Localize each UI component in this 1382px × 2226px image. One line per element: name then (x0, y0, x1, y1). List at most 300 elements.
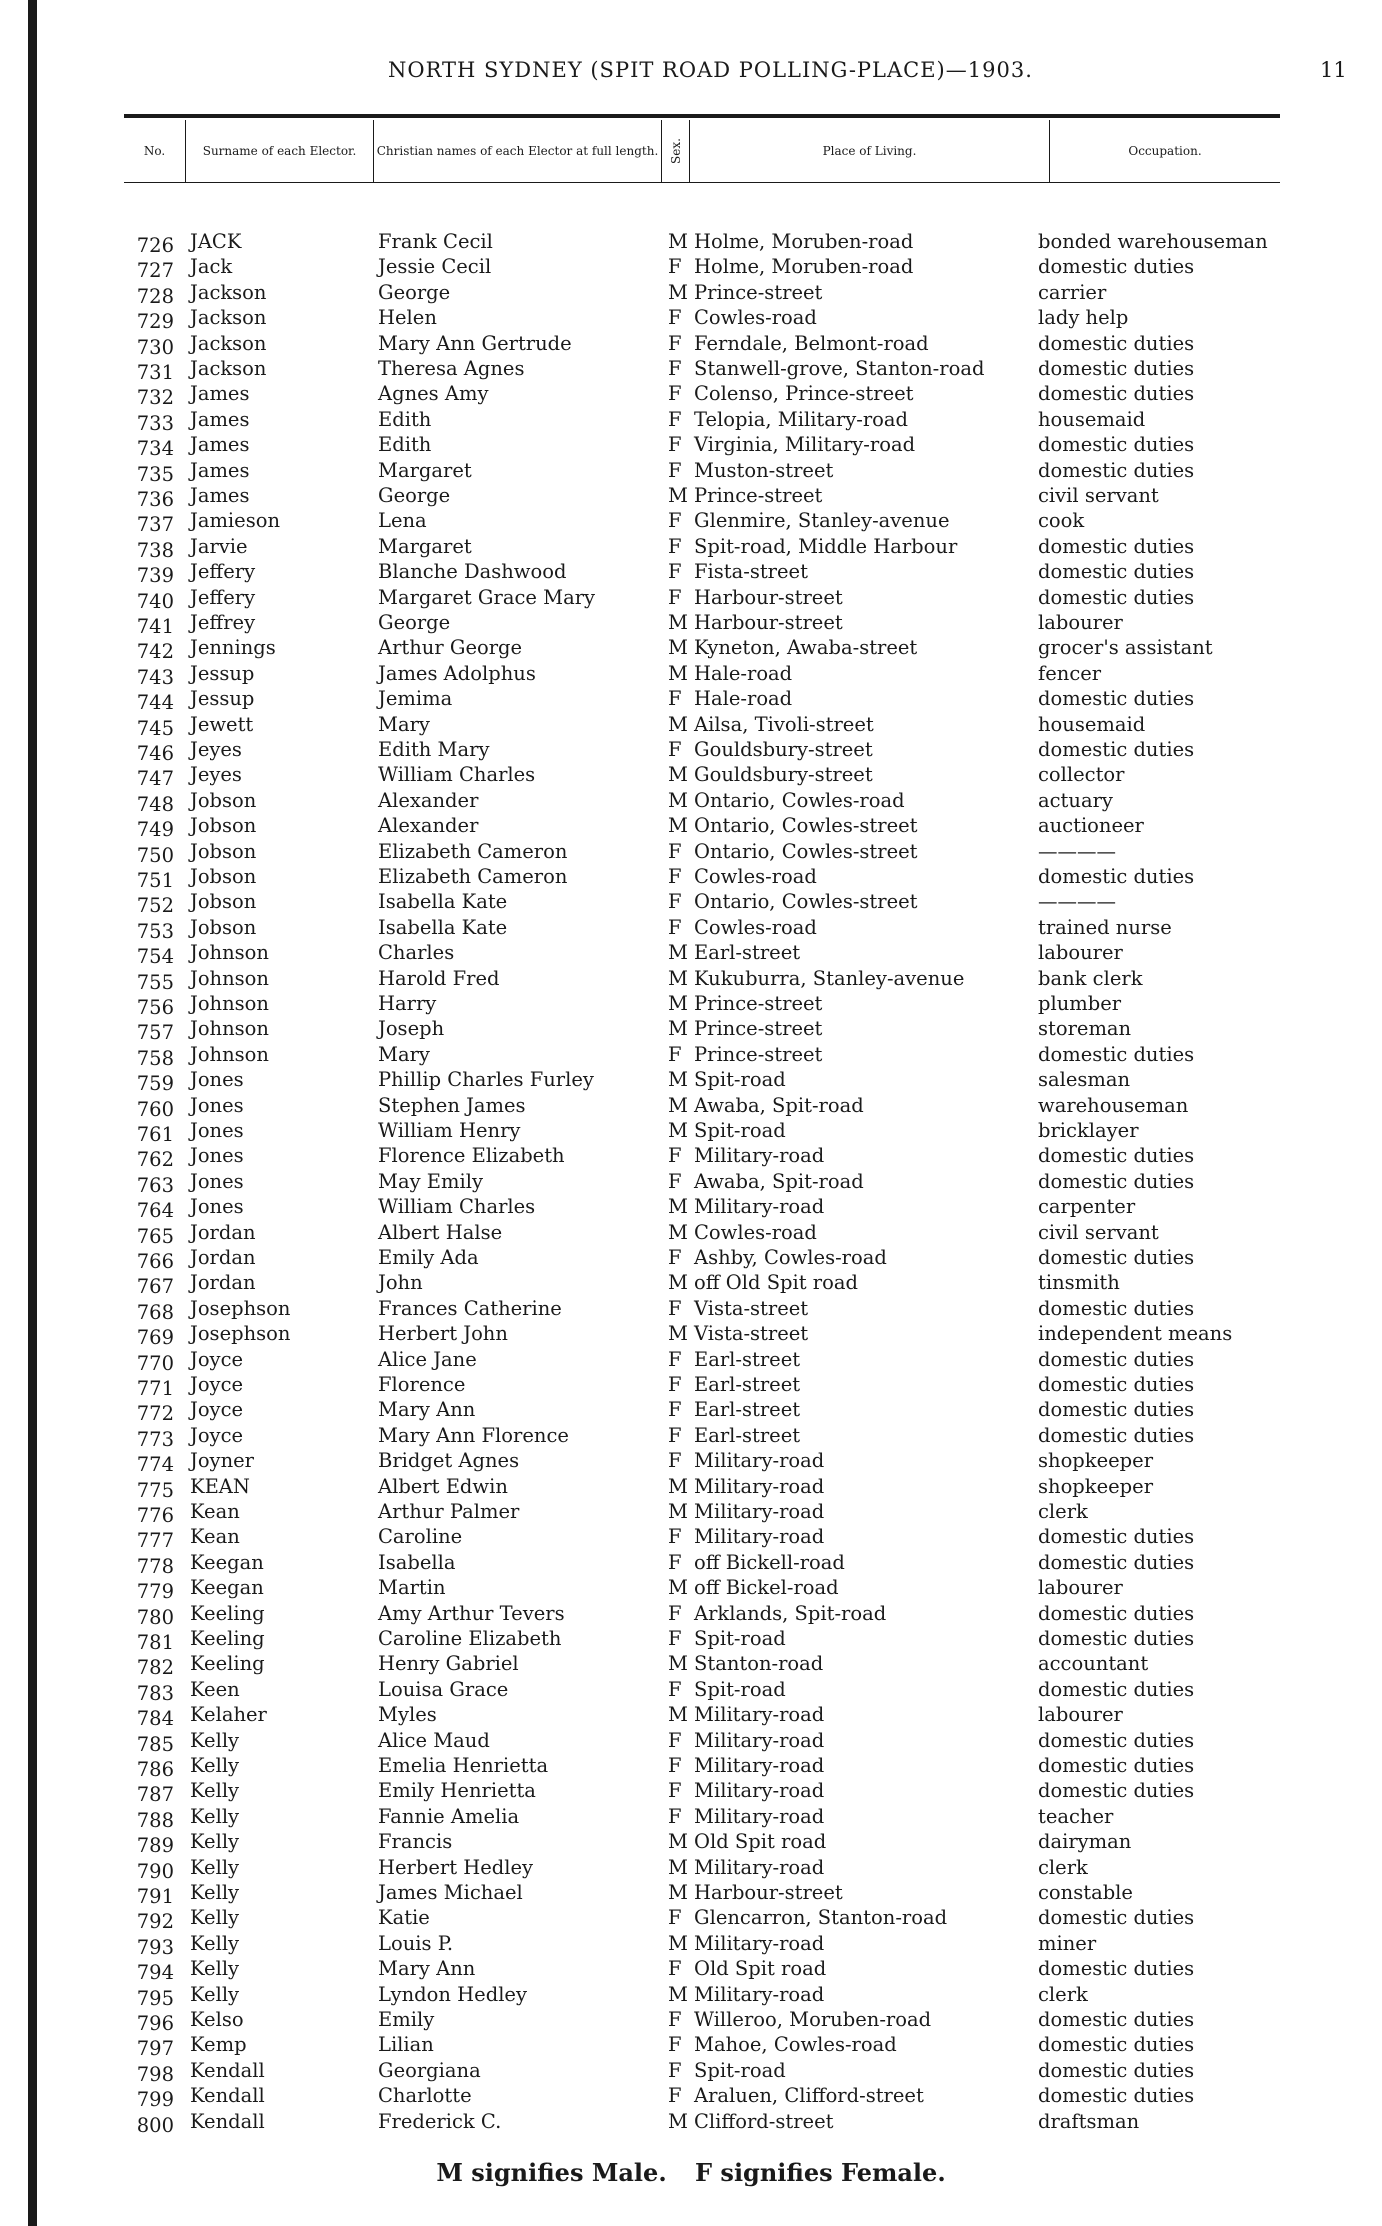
elector-number: 754 (136, 945, 174, 969)
elector-place-of-living: Military-road (694, 1703, 825, 1727)
elector-number: 746 (136, 742, 174, 765)
elector-surname: Jones (190, 1195, 244, 1219)
elector-occupation: domestic duties (1038, 1347, 1195, 1371)
elector-surname: Joyce (190, 1398, 244, 1422)
elector-surname: Kelly (190, 1957, 240, 1981)
elector-surname: Kean (190, 1525, 240, 1549)
table-row (0, 1576, 1382, 1604)
elector-occupation: plumber (1038, 992, 1122, 1015)
elector-place-of-living: Cowles-road (694, 865, 817, 888)
table-row (0, 306, 1382, 334)
elector-surname: James (190, 382, 250, 406)
elector-christian-names: Margaret (378, 458, 472, 482)
elector-sex: F (668, 2058, 682, 2082)
elector-sex: M (668, 1093, 688, 1117)
elector-place-of-living: Ontario, Cowles-street (694, 814, 918, 838)
elector-sex: F (668, 1246, 682, 1269)
elector-occupation: collector (1038, 763, 1125, 787)
elector-number: 759 (136, 1072, 174, 1096)
elector-number: 784 (136, 1707, 174, 1731)
elector-christian-names: William Henry (378, 1119, 521, 1142)
elector-sex: F (668, 585, 682, 609)
elector-surname: Jennings (190, 636, 276, 660)
elector-place-of-living: Hale-road (694, 661, 793, 685)
table-row (0, 2059, 1382, 2084)
elector-place-of-living: Military-road (694, 1525, 825, 1549)
elector-number: 748 (136, 792, 174, 816)
elector-christian-names: Florence (378, 1373, 466, 1396)
table-row (0, 1398, 1382, 1426)
elector-occupation: carrier (1038, 280, 1107, 304)
elector-christian-names: James Michael (378, 1881, 523, 1904)
elector-christian-names: Margaret (378, 534, 472, 558)
elector-place-of-living: Harbour-street (694, 611, 843, 634)
elector-place-of-living: Stanwell-grove, Stanton-road (694, 357, 985, 380)
elector-sex: M (668, 611, 688, 634)
table-row (0, 1144, 1382, 1172)
elector-surname: Kelly (190, 1881, 240, 1904)
elector-christian-names: Lyndon Hedley (378, 1982, 527, 2006)
elector-occupation: shopkeeper (1038, 1449, 1154, 1473)
elector-christian-names: Harry (378, 992, 437, 1015)
elector-place-of-living: off Old Spit road (694, 1271, 858, 1295)
elector-number: 763 (136, 1173, 174, 1197)
elector-occupation: housemaid (1038, 407, 1146, 431)
elector-number: 796 (136, 2012, 174, 2035)
elector-surname: Josephson (190, 1296, 291, 1320)
elector-sex: F (668, 1296, 682, 1320)
elector-occupation: domestic duties (1038, 1627, 1195, 1650)
elector-number: 727 (136, 259, 174, 283)
elector-place-of-living: Araluen, Clifford-street (694, 2084, 924, 2108)
elector-surname: Joyce (190, 1347, 244, 1371)
elector-sex: F (668, 2033, 682, 2057)
table-row (0, 408, 1382, 433)
elector-occupation: domestic duties (1038, 585, 1195, 609)
elector-place-of-living: Ashby, Cowles-road (694, 1246, 887, 1269)
elector-surname: Jones (190, 1119, 244, 1142)
elector-occupation: domestic duties (1038, 2008, 1195, 2031)
elector-occupation: clerk (1038, 1500, 1088, 1523)
elector-place-of-living: Harbour-street (694, 1881, 843, 1904)
elector-christian-names: Lilian (378, 2033, 434, 2057)
elector-sex: M (668, 1982, 688, 2006)
elector-number: 789 (136, 1834, 174, 1858)
elector-sex: F (668, 1804, 682, 1828)
elector-place-of-living: Harbour-street (694, 585, 843, 609)
elector-christian-names: Albert Halse (378, 1220, 503, 1244)
elector-place-of-living: Military-road (694, 1144, 825, 1168)
elector-number: 781 (136, 1631, 174, 1654)
elector-surname: Jessup (190, 661, 255, 685)
elector-number: 770 (136, 1351, 174, 1375)
elector-place-of-living: Kyneton, Awaba-street (694, 636, 918, 660)
elector-occupation: cook (1038, 509, 1085, 533)
table-row (0, 1906, 1382, 1934)
table-row (0, 459, 1382, 484)
table-row (0, 687, 1382, 715)
elector-sex: F (668, 1957, 682, 1981)
elector-sex: F (668, 890, 682, 914)
elector-occupation: domestic duties (1038, 255, 1195, 279)
elector-number: 791 (136, 1885, 174, 1908)
elector-number: 769 (136, 1326, 174, 1350)
elector-number: 766 (136, 1250, 174, 1273)
elector-surname: Jobson (190, 890, 257, 914)
elector-surname: Jeffery (190, 585, 256, 609)
table-row (0, 357, 1382, 382)
elector-occupation: domestic duties (1038, 560, 1195, 584)
elector-place-of-living: Prince-street (694, 280, 823, 304)
elector-occupation: domestic duties (1038, 382, 1195, 406)
elector-surname: Kendall (190, 2109, 265, 2133)
elector-number: 753 (136, 919, 174, 943)
elector-christian-names: George (378, 280, 451, 304)
elector-sex: M (668, 1195, 688, 1219)
elector-place-of-living: Fista-street (694, 560, 808, 584)
elector-christian-names: Frank Cecil (378, 230, 493, 253)
elector-occupation: domestic duties (1038, 1042, 1195, 1066)
table-row (0, 1500, 1382, 1525)
elector-number: 787 (136, 1783, 174, 1807)
elector-christian-names: Emily Henrietta (378, 1779, 536, 1803)
table-row (0, 1754, 1382, 1779)
elector-christian-names: Louis P. (378, 1931, 454, 1955)
elector-surname: Jeffery (190, 560, 256, 584)
elector-sex: F (668, 1042, 682, 1066)
elector-surname: Jobson (190, 839, 257, 863)
elector-number: 760 (136, 1097, 174, 1121)
elector-occupation: domestic duties (1038, 687, 1195, 711)
elector-christian-names: Frances Catherine (378, 1296, 562, 1320)
table-row (0, 1068, 1382, 1096)
elector-surname: Jackson (190, 280, 267, 304)
elector-number: 786 (136, 1758, 174, 1781)
elector-occupation: trained nurse (1038, 915, 1172, 939)
elector-sex: F (668, 687, 682, 711)
elector-place-of-living: Ferndale, Belmont-road (694, 331, 929, 355)
table-row (0, 1221, 1382, 1246)
elector-number: 798 (136, 2062, 174, 2086)
elector-number: 785 (136, 1732, 174, 1756)
elector-number: 736 (136, 488, 174, 511)
elector-number: 771 (136, 1377, 174, 1400)
elector-occupation: clerk (1038, 1982, 1088, 2006)
elector-christian-names: Herbert Hedley (378, 1855, 534, 1879)
table-row (0, 941, 1382, 969)
elector-number: 758 (136, 1046, 174, 1070)
elector-christian-names: Alice Maud (378, 1728, 490, 1752)
elector-occupation: draftsman (1038, 2109, 1140, 2133)
elector-christian-names: Edith Mary (378, 738, 490, 761)
column-headers (124, 120, 1280, 183)
elector-place-of-living: Willeroo, Moruben-road (694, 2008, 932, 2031)
elector-christian-names: George (378, 484, 451, 507)
elector-sex: F (668, 1144, 682, 1168)
table-row (0, 1881, 1382, 1906)
elector-number: 755 (136, 970, 174, 994)
table-row (0, 1627, 1382, 1652)
elector-sex: F (668, 357, 682, 380)
elector-number: 794 (136, 1961, 174, 1985)
elector-sex: M (668, 712, 688, 736)
table-row (0, 230, 1382, 255)
elector-place-of-living: Virginia, Military-road (694, 433, 916, 457)
elector-place-of-living: Earl-street (694, 1398, 801, 1422)
table-row (0, 611, 1382, 636)
elector-place-of-living: Glenmire, Stanley-avenue (694, 509, 950, 533)
elector-christian-names: Caroline Elizabeth (378, 1627, 562, 1650)
elector-sex: M (668, 1500, 688, 1523)
elector-occupation: actuary (1038, 788, 1113, 812)
elector-place-of-living: Ontario, Cowles-street (694, 890, 918, 914)
table-row (0, 1271, 1382, 1299)
table-row (0, 281, 1382, 306)
elector-sex: M (668, 1881, 688, 1904)
elector-occupation: tinsmith (1038, 1271, 1120, 1295)
elector-place-of-living: Military-road (694, 1500, 825, 1523)
elector-place-of-living: Kukuburra, Stanley-avenue (694, 966, 965, 990)
elector-christian-names: Edith (378, 433, 432, 457)
elector-place-of-living: Earl-street (694, 1423, 801, 1447)
table-row (0, 1297, 1382, 1322)
elector-occupation: domestic duties (1038, 2058, 1195, 2082)
elector-number: 729 (136, 310, 174, 334)
elector-occupation: civil servant (1038, 1220, 1159, 1244)
table-row (0, 560, 1382, 588)
elector-christian-names: Arthur George (378, 636, 523, 660)
elector-christian-names: Jessie Cecil (378, 255, 492, 279)
elector-christian-names: Agnes Amy (378, 382, 489, 406)
elector-christian-names: May Emily (378, 1169, 484, 1193)
elector-number: 731 (136, 361, 174, 384)
elector-surname: Joyce (190, 1423, 244, 1447)
elector-occupation: domestic duties (1038, 1296, 1195, 1320)
elector-sex: F (668, 1398, 682, 1422)
elector-place-of-living: Military-road (694, 1804, 825, 1828)
elector-sex: F (668, 534, 682, 558)
elector-surname: Jobson (190, 788, 257, 812)
elector-number: 793 (136, 1935, 174, 1959)
elector-surname: Jones (190, 1068, 244, 1092)
elector-number: 750 (136, 843, 174, 867)
elector-christian-names: Mary Ann Florence (378, 1423, 569, 1447)
elector-occupation: bricklayer (1038, 1119, 1139, 1142)
elector-surname: Keeling (190, 1627, 265, 1650)
elector-surname: Johnson (190, 966, 269, 990)
elector-surname: Jack (190, 255, 233, 279)
elector-surname: Johnson (190, 992, 269, 1015)
elector-occupation: domestic duties (1038, 1779, 1195, 1803)
elector-occupation: labourer (1038, 611, 1123, 634)
table-row (0, 713, 1382, 738)
elector-surname: Kelly (190, 1830, 240, 1854)
elector-surname: Jobson (190, 865, 257, 888)
elector-place-of-living: Old Spit road (694, 1957, 827, 1981)
legend-female: F signifies Female. (695, 2158, 946, 2187)
table-row (0, 332, 1382, 357)
elector-christian-names: Mary Ann (378, 1957, 476, 1981)
elector-sex: M (668, 966, 688, 990)
table-row (0, 1373, 1382, 1398)
elector-surname: Joyce (190, 1373, 244, 1396)
elector-surname: James (190, 433, 250, 457)
elector-occupation: domestic duties (1038, 458, 1195, 482)
elector-surname: Keeling (190, 1652, 265, 1676)
elector-place-of-living: Ontario, Cowles-road (694, 788, 905, 812)
elector-place-of-living: Cowles-road (694, 1220, 817, 1244)
elector-place-of-living: Ailsa, Tivoli-street (694, 712, 874, 736)
elector-place-of-living: Military-road (694, 1855, 825, 1879)
elector-occupation: domestic duties (1038, 1728, 1195, 1752)
elector-sex: M (668, 230, 688, 253)
elector-place-of-living: Prince-street (694, 1017, 823, 1041)
elector-christian-names: Arthur Palmer (378, 1500, 520, 1523)
elector-surname: James (190, 484, 250, 507)
elector-christian-names: William Charles (378, 763, 536, 787)
elector-surname: Kelly (190, 1804, 240, 1828)
table-row (0, 763, 1382, 791)
elector-occupation: labourer (1038, 941, 1123, 965)
table-row (0, 1830, 1382, 1858)
table-row (0, 1525, 1382, 1553)
column-header-christian-names: Christian names of each Elector at full length. (374, 120, 662, 182)
elector-christian-names: Alexander (378, 788, 479, 812)
elector-christian-names: Lena (378, 509, 427, 533)
table-row (0, 2110, 1382, 2135)
table-row (0, 586, 1382, 611)
elector-occupation: domestic duties (1038, 433, 1195, 457)
elector-sex: F (668, 2084, 682, 2108)
table-row (0, 1602, 1382, 1627)
elector-number: 734 (136, 437, 174, 461)
elector-occupation: ———— (1038, 890, 1116, 914)
elector-surname: Jackson (190, 306, 267, 330)
elector-number: 799 (136, 2088, 174, 2112)
elector-christian-names: Alice Jane (378, 1347, 477, 1371)
elector-surname: JACK (190, 230, 242, 253)
elector-occupation: domestic duties (1038, 1169, 1195, 1193)
table-row (0, 1475, 1382, 1500)
elector-sex: M (668, 484, 688, 507)
elector-number: 764 (136, 1199, 174, 1223)
elector-number: 749 (136, 818, 174, 842)
elector-number: 773 (136, 1427, 174, 1451)
elector-christian-names: Helen (378, 306, 437, 330)
elector-surname: Kelso (190, 2008, 244, 2031)
elector-place-of-living: Earl-street (694, 1373, 801, 1396)
elector-surname: Kelly (190, 1906, 240, 1930)
elector-surname: Jobson (190, 814, 257, 838)
elector-place-of-living: Awaba, Spit-road (694, 1093, 864, 1117)
elector-sex: F (668, 738, 682, 761)
elector-occupation: domestic duties (1038, 357, 1195, 380)
elector-christian-names: Charles (378, 941, 455, 965)
elector-christian-names: Mary (378, 712, 430, 736)
elector-surname: Keeling (190, 1601, 265, 1625)
elector-occupation: fencer (1038, 661, 1102, 685)
table-row (0, 1779, 1382, 1807)
table-row (0, 1246, 1382, 1271)
elector-sex: F (668, 1627, 682, 1650)
elector-place-of-living: Cowles-road (694, 306, 817, 330)
table-row (0, 890, 1382, 918)
table-row (0, 509, 1382, 537)
elector-number: 726 (136, 234, 174, 257)
elector-surname: Jones (190, 1169, 244, 1193)
elector-sex: M (668, 1474, 688, 1498)
elector-number: 795 (136, 1986, 174, 2010)
elector-surname: Kendall (190, 2084, 265, 2108)
elector-surname: Keegan (190, 1550, 264, 1574)
elector-surname: Kelly (190, 1855, 240, 1879)
elector-occupation: carpenter (1038, 1195, 1136, 1219)
elector-surname: Kendall (190, 2058, 265, 2082)
table-row (0, 1348, 1382, 1373)
elector-place-of-living: Gouldsbury-street (694, 763, 873, 787)
table-row (0, 967, 1382, 992)
table-row (0, 789, 1382, 814)
elector-christian-names: Myles (378, 1703, 437, 1727)
elector-sex: F (668, 382, 682, 406)
elector-sex: M (668, 2109, 688, 2133)
table-row (0, 1043, 1382, 1068)
elector-christian-names: Stephen James (378, 1093, 526, 1117)
elector-sex: F (668, 1728, 682, 1752)
elector-christian-names: Fannie Amelia (378, 1804, 520, 1828)
elector-surname: Jones (190, 1093, 244, 1117)
elector-christian-names: Henry Gabriel (378, 1652, 519, 1676)
elector-sex: M (668, 1576, 688, 1600)
elector-sex: F (668, 306, 682, 330)
elector-surname: KEAN (190, 1474, 250, 1498)
elector-number: 797 (136, 2037, 174, 2061)
elector-christian-names: Theresa Agnes (378, 357, 525, 380)
table-row (0, 1322, 1382, 1350)
elector-number: 728 (136, 284, 174, 308)
elector-surname: Johnson (190, 941, 269, 965)
legend-male: M signifies Male. (436, 2158, 667, 2187)
elector-christian-names: Phillip Charles Furley (378, 1068, 594, 1092)
elector-occupation: domestic duties (1038, 865, 1195, 888)
elector-christian-names: Katie (378, 1906, 430, 1930)
elector-christian-names: Isabella (378, 1550, 456, 1574)
elector-place-of-living: Military-road (694, 1449, 825, 1473)
elector-christian-names: Alexander (378, 814, 479, 838)
elector-place-of-living: Stanton-road (694, 1652, 824, 1676)
elector-sex: M (668, 1855, 688, 1879)
elector-sex: F (668, 255, 682, 279)
elector-place-of-living: Military-road (694, 1779, 825, 1803)
elector-number: 745 (136, 716, 174, 740)
elector-place-of-living: Spit-road (694, 1119, 786, 1142)
elector-surname: Kelaher (190, 1703, 267, 1727)
elector-number: 743 (136, 665, 174, 689)
elector-number: 744 (136, 691, 174, 715)
elector-number: 752 (136, 894, 174, 918)
elector-place-of-living: Vista-street (694, 1322, 809, 1346)
table-row (0, 1957, 1382, 1985)
elector-place-of-living: Spit-road (694, 1627, 786, 1650)
elector-number: 751 (136, 869, 174, 892)
elector-place-of-living: Clifford-street (694, 2109, 834, 2133)
table-row (0, 865, 1382, 890)
table-row (0, 255, 1382, 283)
elector-occupation: housemaid (1038, 712, 1146, 736)
elector-occupation: domestic duties (1038, 1525, 1195, 1549)
column-header-surname: Surname of each Elector. (186, 120, 374, 182)
elector-surname: Johnson (190, 1017, 269, 1041)
